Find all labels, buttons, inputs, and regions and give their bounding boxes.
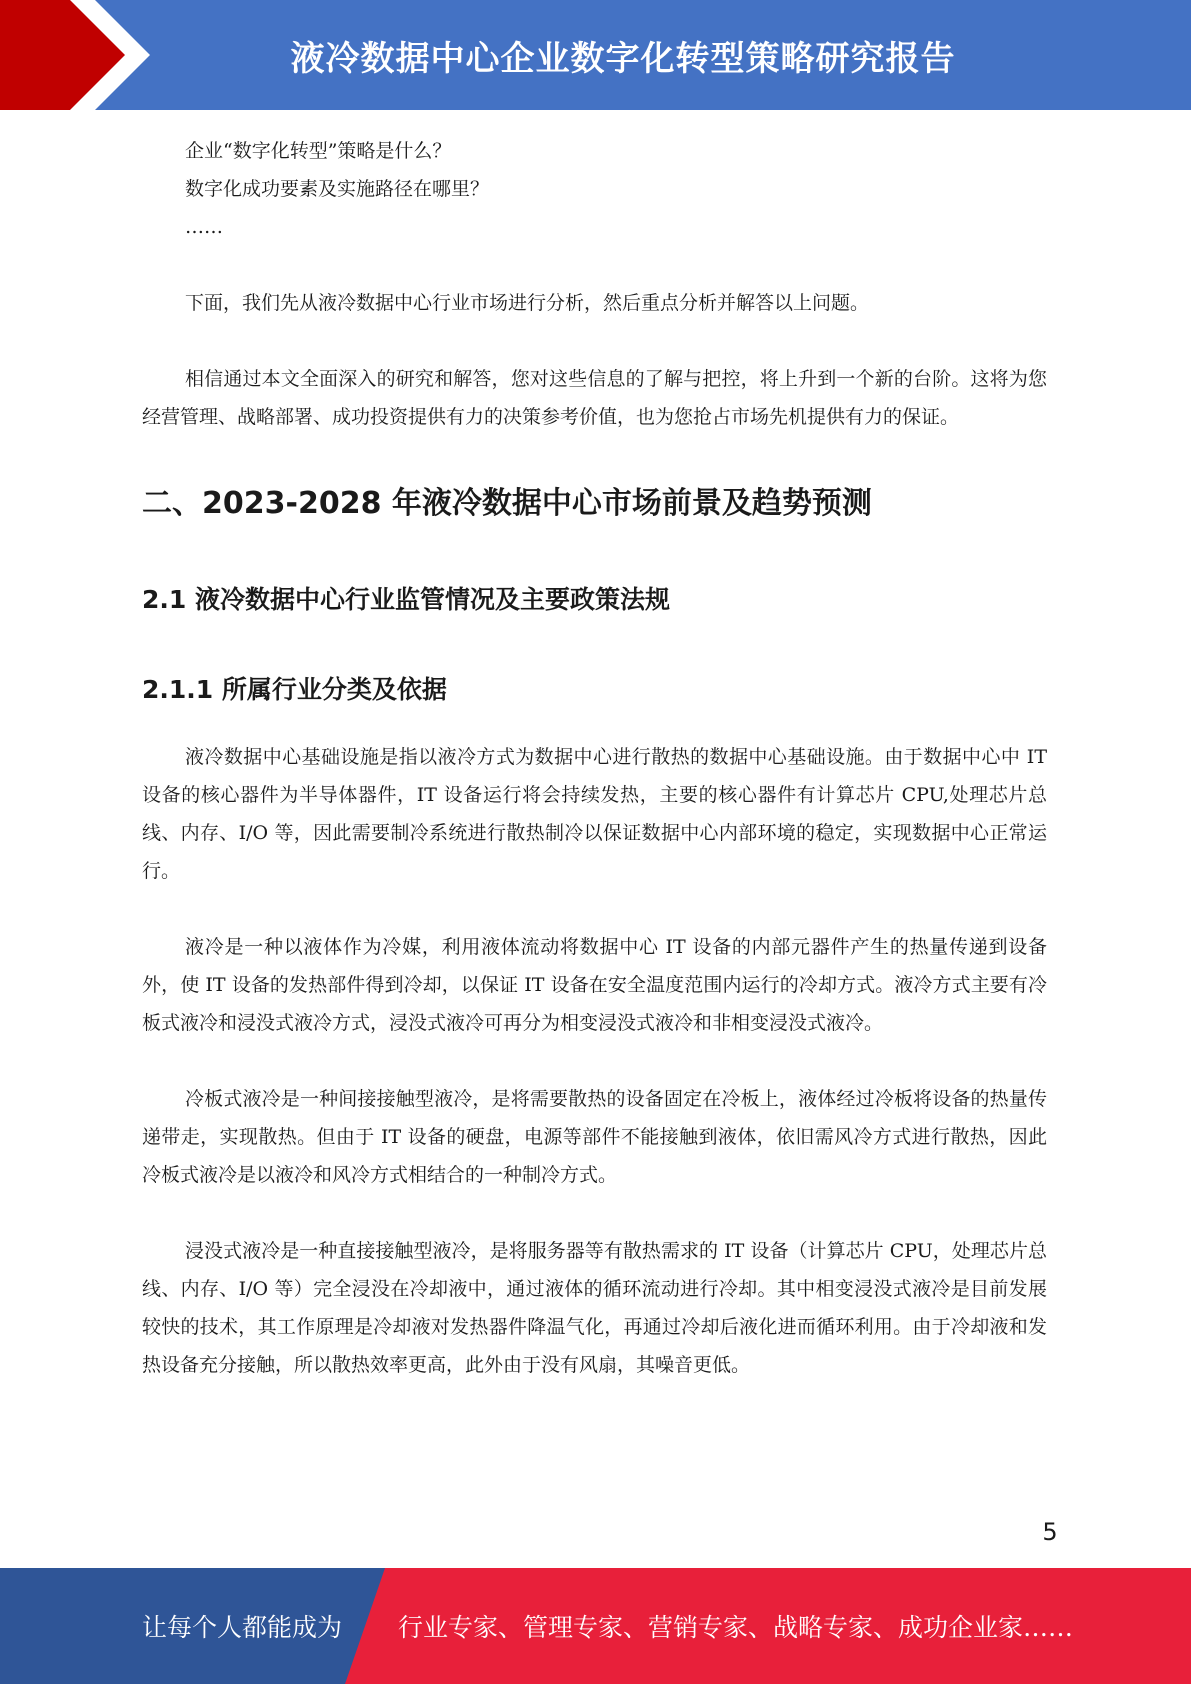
body-paragraph-2: 液冷是一种以液体作为冷媒，利用液体流动将数据中心 IT 设备的内部元器件产生的热量传递到设备外，使 IT 设备的发热部件得到冷却，以保证 IT 设备在安全温度范围内运行的冷却方式。液冷方式主要有冷板式液冷和浸没式液冷方式，浸没式液冷可再分为相变浸没式液冷和非相变浸没式液冷。: [142, 936, 1047, 1034]
page-footer: [0, 1568, 1191, 1684]
footer-slogan-right: 行业专家、管理专家、营销专家、战略专家、成功企业家……: [398, 1613, 1074, 1642]
intro-question-1: 企业“数字化转型”策略是什么？: [185, 140, 452, 162]
body-paragraph-4: 浸没式液冷是一种直接接触型液冷，是将服务器等有散热需求的 IT 设备（计算芯片 CPU，处理芯片总线、内存、I/O 等）完全浸没在冷却液中，通过液体的循环流动进行冷却。其中相变浸没式液冷是目前发展较快的技术，其工作原理是冷却液对发热器件降温气化，再通过冷却后液化进而循环利用。由于冷却液和发热设备充分接触，所以散热效率更高，此外由于没有风扇，其噪音更低。: [142, 1240, 1047, 1376]
intro-paragraph-1: 下面，我们先从液冷数据中心行业市场进行分析，然后重点分析并解答以上问题。: [185, 292, 870, 314]
body-paragraph-3: 冷板式液冷是一种间接接触型液冷，是将需要散热的设备固定在冷板上，液体经过冷板将设备的热量传递带走，实现散热。但由于 IT 设备的硬盘，电源等部件不能接触到液体，依旧需风冷方式进行散热，因此冷板式液冷是以液冷和风冷方式相结合的一种制冷方式。: [142, 1088, 1047, 1186]
section-heading: 二、2023-2028 年液冷数据中心市场前景及趋势预测: [142, 486, 872, 521]
subsubsection-heading: 2.1.1 所属行业分类及依据: [142, 675, 447, 704]
subsection-heading: 2.1 液冷数据中心行业监管情况及主要政策法规: [142, 585, 670, 614]
page-header: [0, 0, 1191, 110]
body-paragraph-1: 液冷数据中心基础设施是指以液冷方式为数据中心进行散热的数据中心基础设施。由于数据中心中 IT 设备的核心器件为半导体器件，IT 设备运行将会持续发热，主要的核心器件有计算芯片 CPU,处理芯片总线、内存、I/O 等，因此需要制冷系统进行散热制冷以保证数据中心内部环境的稳定，实现数据中心正常运行。: [142, 746, 1047, 882]
page-content: [142, 132, 1047, 1384]
intro-ellipsis: ……: [185, 216, 223, 238]
footer-slogan-left: 让每个人都能成为: [142, 1613, 343, 1642]
intro-paragraph-2: 相信通过本文全面深入的研究和解答，您对这些信息的了解与把控，将上升到一个新的台阶。这将为您经营管理、战略部署、成功投资提供有力的决策参考价值，也为您抢占市场先机提供有力的保证。: [142, 368, 1047, 428]
header-title: 液冷数据中心企业数字化转型策略研究报告: [290, 38, 956, 79]
intro-question-2: 数字化成功要素及实施路径在哪里？: [185, 178, 490, 200]
page-number: 5: [1042, 1518, 1058, 1546]
